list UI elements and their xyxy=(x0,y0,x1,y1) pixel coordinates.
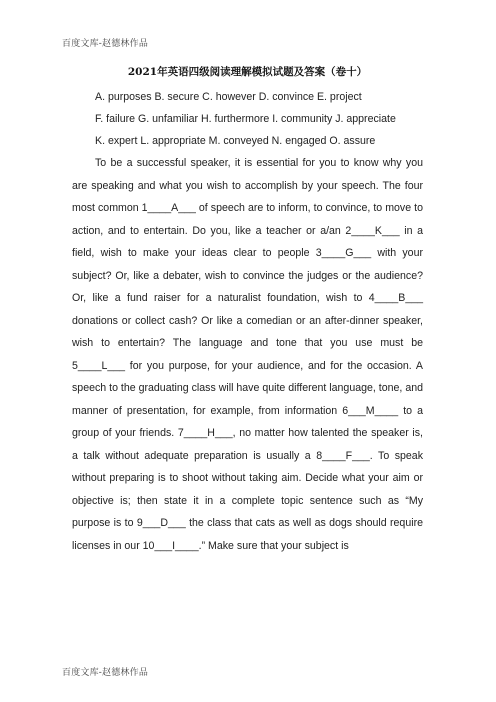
page-header-note: 百度文库-赵德林作品 xyxy=(62,39,149,49)
word-bank xyxy=(72,86,423,152)
page-footer-note: 百度文库-赵德林作品 xyxy=(62,668,149,678)
document-title: 2021年英语四级阅读理解模拟试题及答案（卷十） xyxy=(127,66,368,78)
word-bank-line: F. failure G. unfamiliar H. furthermore I. community J. appreciate xyxy=(95,113,396,125)
word-bank-line: K. expert L. appropriate M. conveyed N. engaged O. assure xyxy=(95,135,376,147)
word-bank-line: A. purposes B. secure C. however D. convince E. project xyxy=(95,91,362,103)
passage-paragraph: To be a successful speaker, it is essential for you to know why you are speaking and what you wish to accomplish by your speech. The four most common 1____A___ of speech are to inform, to convince, to move to action, and to entertain. Do you, like a teacher or a/an 2____K___ in a field, wish to make your ideas clear to people 3____G___ with your subject? Or, like a debater, wish to convince the judges or the audience? Or, like a fund raiser for a naturalist foundation, wish to 4____B___ donations or collect cash? Or like a comedian or an after-dinner speaker, wish to entertain? The language and tone that you use must be 5____L___ for you purpose, for your audience, and for the occasion. A speech to the graduating class will have quite different language, tone, and manner of presentation, for example, from information 6___M____ to a group of your friends. 7____H___, no matter how talented the speaker is, a talk without adequate preparation is usually a 8____F___. To speak without preparing is to shoot without taking aim. Decide what your aim or objective is; then state it in a complete topic sentence such as “My purpose is to 9___D___ the class that cats as well as dogs should require licenses in our 10___I____.” Make sure that your subject is xyxy=(72,157,423,552)
document-body xyxy=(72,64,423,557)
